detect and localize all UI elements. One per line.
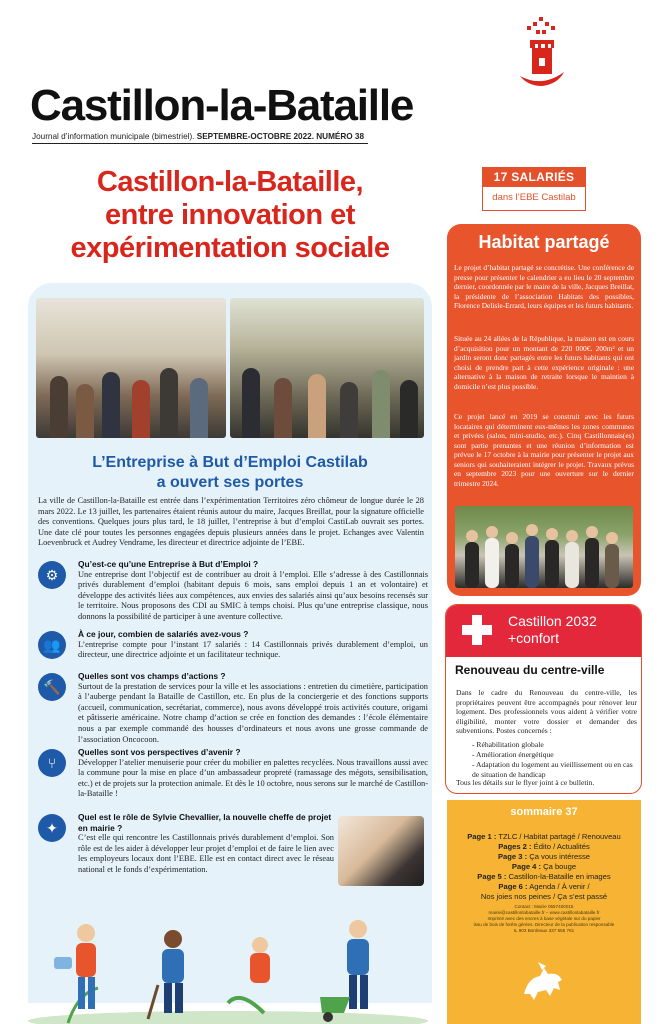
qa-block-1 bbox=[38, 559, 428, 623]
workers-illustration bbox=[28, 893, 432, 1024]
contact-line: Contact : Mairie 0557400015 bbox=[514, 904, 574, 909]
salaries-count: 17 SALARIÉS bbox=[483, 168, 585, 187]
article-title bbox=[40, 453, 420, 493]
contact-info bbox=[447, 904, 641, 934]
sommaire-topic: Ça bouge bbox=[541, 862, 577, 871]
sommaire-line bbox=[447, 892, 641, 901]
qa-answer: L’entreprise compte pour l’instant 17 salariés : 14 Castillonnais privés durablement d’emploi, un directeur, une directrice adjointe et un facilitateur technique. bbox=[78, 639, 428, 660]
person-idea-icon: ✦ bbox=[38, 814, 66, 842]
qa-block-2 bbox=[38, 629, 428, 661]
qa-question: Quelles sont vos champs d’actions ? bbox=[78, 671, 226, 681]
qa-block-4 bbox=[38, 747, 428, 800]
castle-logo bbox=[516, 10, 568, 92]
sommaire-topic: TZLC / Habitat partagé / Renouveau bbox=[496, 832, 621, 841]
qa-question: Qu’est-ce qu’une Entreprise à But d’Emploi ? bbox=[78, 559, 259, 569]
qa-question: Quel est le rôle de Sylvie Chevallier, la nouvelle cheffe de projet en mairie ? bbox=[78, 812, 332, 833]
subline-divider bbox=[32, 143, 368, 144]
team-photo-left bbox=[36, 298, 226, 438]
qa-answer: C’est elle qui rencontre les Castillonnais privés durablement d’emploi. Son rôle est de les aider à développer leur projet d’emploi et de faire le lien avec les employeurs locaux dont l’EBE. Elle est en contact direct avec le réseau national et le fonds d’expérimentation. bbox=[78, 833, 334, 874]
sommaire-title: sommaire 37 bbox=[510, 806, 578, 818]
dollar-cog-icon: ⚙ bbox=[38, 561, 66, 589]
salaries-badge bbox=[482, 167, 586, 211]
article-title-line-1: L’Entreprise à But d’Emploi Castilab bbox=[92, 454, 368, 471]
article-title-line-2: a ouvert ses portes bbox=[156, 474, 304, 491]
sommaire-page: Page 1 : bbox=[467, 832, 497, 841]
sommaire-line bbox=[447, 832, 641, 841]
banner-text bbox=[508, 613, 597, 647]
renouveau-item-2: - Amélioration énergétique bbox=[472, 750, 554, 759]
qa-block-5 bbox=[38, 812, 334, 876]
plus-cross-icon bbox=[460, 613, 494, 647]
contact-line: Imprimé avec des encres à base végétale sur du papier bbox=[487, 916, 601, 921]
sommaire-line bbox=[447, 872, 641, 881]
sommaire-page: Page 3 : bbox=[497, 852, 528, 861]
journal-label: Journal d’information municipale (bimestriel). bbox=[32, 132, 195, 141]
sommaire-page: Page 6 : bbox=[498, 882, 528, 891]
habitat-group-photo bbox=[455, 506, 633, 588]
habitat-title: Habitat partagé bbox=[478, 232, 610, 252]
sommaire-topic: Édito / Actualités bbox=[531, 842, 590, 851]
masthead-title: Castillon-la-Bataille bbox=[30, 81, 414, 130]
sommaire-topic: Ça vous intéresse bbox=[527, 852, 590, 861]
renouveau-text: Dans le cadre du Renouveau du centre-ville, les propriétaires peuvent être accompagnés pour rénover leur logement. Des professionnels vous aident à vérifier votre éligibilité, monter votre dossier et demander des subventions. Postes concernés : bbox=[456, 688, 637, 736]
sommaire-topic: Castillon-la-Bataille en images bbox=[506, 872, 611, 881]
issue-subline bbox=[32, 132, 364, 141]
qa-answer: Développer l’atelier menuiserie pour créer du mobilier en palettes recyclées. Nous travaillons aussi avec la commune pour la mise en place d’un ambassadeur propreté (ramassage des mégots, sensibilisation, etc.) et de projets sur la protection animale. Et dès le 10 octobre, nous serons sur le marché de Castillon-la-Bataille ! bbox=[78, 757, 428, 799]
contact-line: issu de bois de forêts gérées. Directeur de la publication responsable bbox=[473, 922, 615, 927]
castillon-2032-banner bbox=[446, 605, 641, 657]
qa-answer: Surtout de la prestation de services pour la ville et les associations : entretien du cimetière, participation à l’auberge pendant la Bataille de Castillon, etc. En plus de la conciergerie et des fonctions supports (accueil, communication, secrétariat, commerce), nous avons développé trois activités couture, origami et pâtisserie américaine. Notre champ d’action se crée en fonction des demandes : l’école élémentaire nous a par exemple commandé des housses d’ordinateurs et nous avons une grosse commande de l’association Oncocoon. bbox=[78, 681, 428, 744]
renouveau-item-1: - Réhabilitation globale bbox=[472, 740, 544, 749]
banner-line-1: Castillon 2032 bbox=[508, 613, 597, 629]
renouveau-title: Renouveau du centre-ville bbox=[455, 663, 605, 677]
headline-line-2: entre innovation et bbox=[105, 199, 355, 231]
qa-question: À ce jour, combien de salariés avez-vous ? bbox=[78, 629, 249, 639]
renouveau-footer: Tous les détails sur le flyer joint à ce bulletin. bbox=[456, 778, 595, 787]
contact-line: mairie@castillonlabataille.fr – www.castillonlabataille.fr bbox=[488, 910, 600, 915]
sommaire-line bbox=[447, 882, 641, 891]
habitat-paragraph-3: Ce projet lancé en 2019 se construit avec les futurs locataires qui déterminent eux-mêmes les zones communes et privées (salon, mini-studio, etc.). Cinq Castillonnais(es) sont partie prenantes et une réunion d’information est prévue le 17 octobre à la mairie pour présenter le projet aux seniors qui souhaiteraient intégrer le projet. Travaux prévus en septembre 2023 pour une ouverture sur le dernier trimestre 2024. bbox=[454, 412, 634, 488]
sommaire-line bbox=[447, 842, 641, 851]
knight-horse-logo bbox=[518, 960, 570, 1004]
renouveau-item-3: - Adaptation du logement au vieillissement ou en cas de situation de handicap bbox=[472, 760, 633, 779]
portrait-photo bbox=[338, 816, 424, 886]
team-photo-right bbox=[230, 298, 424, 438]
chair-icon: ⑂ bbox=[38, 749, 66, 777]
qa-block-3 bbox=[38, 671, 428, 745]
article-intro: La ville de Castillon-la-Bataille est entrée dans l’expérimentation Territoires zéro chômeur de longue durée le 28 mars 2022. Le 13 juillet, les partenaires étaient réunis autour du maire, Jacques Breillat, pour la signature officielle des conventions. Quelques jours plus tard, le 18 juillet, l’entreprise à but d’emploi CastiLab ouvrait ses portes. Une date clé pour toutes les personnes engagées depuis plusieurs années dans le projet. Echanges avec Valentin Loevenbruck et Audrey Vendrame, les directeur et directrice adjointe de l’EBE. bbox=[38, 496, 424, 548]
sommaire-page: Page 4 : bbox=[511, 862, 542, 871]
salaries-caption: dans l’EBE Castilab bbox=[492, 192, 576, 203]
sommaire-topic: Nos joies nos peines / Ça s’est passé bbox=[480, 892, 608, 901]
sommaire-line bbox=[447, 862, 641, 871]
group-figures bbox=[455, 506, 633, 588]
issue-label: SEPTEMBRE-OCTOBRE 2022. NUMÉRO 38 bbox=[196, 132, 365, 141]
hammer-icon: 🔨 bbox=[38, 673, 66, 701]
qa-question: Quelles sont vos perspectives d’avenir ? bbox=[78, 747, 241, 757]
headline-line-1: Castillon-la-Bataille, bbox=[96, 166, 364, 198]
sommaire-page: Pages 2 : bbox=[498, 842, 532, 851]
contact-line: IL 903 Bordeaux 337 555 761 bbox=[513, 928, 575, 933]
sommaire-topic: Agenda / À venir / bbox=[527, 882, 590, 891]
people-icon: 👥 bbox=[38, 631, 66, 659]
main-headline bbox=[40, 166, 420, 265]
sommaire-line bbox=[447, 852, 641, 861]
qa-answer: Une entreprise dont l’objectif est de contribuer au droit à l’emploi. Elle s’adresse à des Castillonnais privés durablement d’emploi (habitant depuis 6 mois, sans emploi depuis 1 an et volontaire) et développe des activités liées aux compétences, aux envies des salariés ainsi qu’aux besoins recensés sur le territoire. Nous proposons des CDI au SMIC à temps choisi. Plus qu’une entreprise classique, nous donnons la possibilité de participer à une aventure collective. bbox=[78, 569, 428, 621]
habitat-paragraph-1: Le projet d’habitat partagé se concrétise. Une conférence de presse pour présenter le calendrier a eu lieu le 20 septembre dernier, coordonnée par le maire de la ville, Jacques Breillat, la présidente de l’association Habitats des possibles, Florence Delisle-Errard, leurs équipes et les futurs habitants. bbox=[454, 263, 634, 310]
banner-line-2: +confort bbox=[508, 630, 559, 646]
habitat-paragraph-2: Située au 24 allées de la République, la maison est en cours d’acquisition pour un montant de 220 000€. 200m² et un jardin seront donc partagés entre les futurs habitants qui ont choisi de prendre part à cette expérience originale : une alternative à la maison de retraite lorsque le maintien à domicile n’est plus possible. bbox=[454, 334, 634, 391]
headline-line-3: expérimentation sociale bbox=[70, 232, 390, 264]
sommaire-page: Page 5 : bbox=[477, 872, 507, 881]
